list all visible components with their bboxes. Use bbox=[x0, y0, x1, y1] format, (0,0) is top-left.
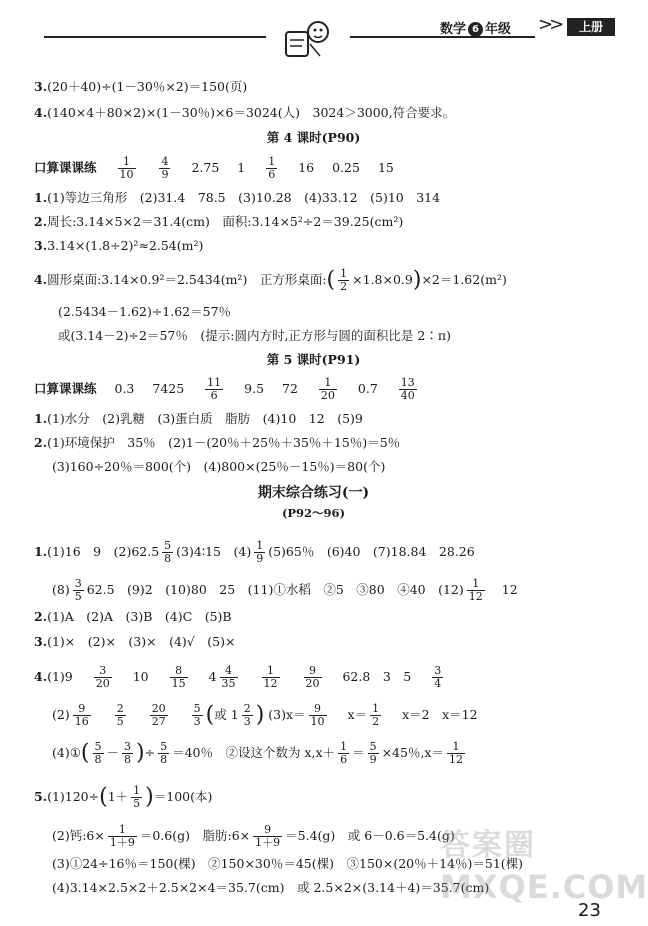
answer-line: 3.3.14×(1.8÷2)²≈2.54(m²) bbox=[34, 238, 204, 253]
header-subject: 数学 6 年级 bbox=[440, 22, 512, 37]
fraction: $\frac{1}{2}$ bbox=[372, 702, 380, 728]
fraction: $\frac{5}{8}$ bbox=[94, 740, 102, 766]
answer-line: (8) $\frac{3}{5}$ 62.5 (9)2 (10)80 25 (11)①水稻 ②5 ③80 ④40 (12) $\frac{1}{12}$ 12 bbox=[52, 577, 518, 603]
answer-line: 4.(140×4＋80×2)×(1－30％)×6＝3024(人) 3024＞3000,符合要求。 bbox=[34, 105, 456, 120]
volume-tag: 上册 bbox=[567, 18, 615, 36]
answer-line: 1.(1)等边三角形 (2)31.4 78.5 (3)10.28 (4)33.12 (5)10 314 bbox=[34, 190, 441, 205]
answer-line: (2.5434－1.62)÷1.62＝57％ bbox=[58, 304, 232, 319]
final-title: 期末综合练习(一) bbox=[257, 485, 370, 501]
answer-line: 2.周长:3.14×5×2＝31.4(cm) 面积:3.14×5²÷2＝39.25(cm²) bbox=[34, 214, 404, 229]
fraction: $\frac{4}{9}$ bbox=[161, 155, 169, 181]
answer-line: 4.(1)9 $\frac{3}{20}$ 10 $\frac{8}{15}$ 4 $\frac{4}{35}$ $\frac{1}{12}$ $\frac{9}{20}$ 62.8 3 5 $\frac{3}{4}$ bbox=[34, 664, 442, 690]
fraction: $\frac{1}{1+9}$ bbox=[109, 823, 135, 849]
fraction: $\frac{5}{9}$ bbox=[369, 740, 377, 766]
fraction: $\frac{3}{5}$ bbox=[74, 577, 82, 603]
fraction: $\frac{1}{5}$ bbox=[133, 784, 141, 810]
answer-line: 3.(1)× (2)× (3)× (4)√ (5)× bbox=[34, 634, 236, 649]
chevron-right-icon: >> bbox=[538, 14, 561, 35]
fraction: $\frac{1}{12}$ bbox=[263, 664, 278, 690]
fraction: $\frac{8}{15}$ bbox=[171, 664, 186, 690]
header-rule-left bbox=[44, 36, 266, 38]
answer-line: 4.圆形桌面:3.14×0.9²＝2.5434(m²) 正方形桌面:( $\frac{1}{2}$ ×1.8×0.9)×2＝1.62(m²) bbox=[34, 267, 507, 293]
fraction: $\frac{2}{5}$ bbox=[116, 702, 124, 728]
fraction: $\frac{1}{6}$ bbox=[268, 155, 276, 181]
answer-line: (3)160÷20％＝800(个) (4)800×(25％－15％)＝80(个) bbox=[52, 459, 386, 474]
answer-line: 2.(1)环境保护 35％ (2)1－(20％＋25％＋35％＋15％)＝5％ bbox=[34, 435, 401, 450]
answer-line: (4)3.14×2.5×2＋2.5×2×4＝35.7(cm) 或 2.5×2×(3.14＋4)＝35.7(cm) bbox=[52, 880, 490, 895]
mascot-icon bbox=[280, 18, 332, 64]
fraction: $\frac{1}{2}$ bbox=[340, 267, 348, 293]
fraction: $\frac{9}{16}$ bbox=[74, 702, 89, 728]
watermark-url: MXQE.COM bbox=[440, 868, 648, 906]
fraction: $\frac{1}{6}$ bbox=[340, 740, 348, 766]
answer-line: 或(3.14－2)÷2＝57％ (提示:圆内方时,正方形与圆的面积比是 2∶π) bbox=[58, 328, 451, 343]
fraction: $\frac{9}{1+9}$ bbox=[255, 823, 281, 849]
fraction: $\frac{9}{10}$ bbox=[310, 702, 325, 728]
fraction: $\frac{5}{3}$ bbox=[193, 702, 201, 728]
section-title: 第 4 课时(P90) bbox=[266, 130, 361, 145]
fraction: $\frac{1}{9}$ bbox=[256, 539, 264, 565]
fraction: $\frac{1}{12}$ bbox=[448, 740, 463, 766]
fraction: $\frac{9}{20}$ bbox=[305, 664, 320, 690]
answer-line: 1.(1)水分 (2)乳糖 (3)蛋白质 脂肪 (4)10 12 (5)9 bbox=[34, 411, 363, 426]
answer-line: (4)①( $\frac{5}{8}$ － $\frac{3}{8}$ )÷ $\frac{5}{8}$ ＝40％ ②设这个数为 x,x＋ $\frac{1}{6}$ ＝ $\frac{5}{9}$ ×45％,x＝ $\frac{1}{12}$ bbox=[52, 740, 463, 766]
kousuan-line: 口算课课练 0.3 7425 $\frac{11}{6}$ 9.5 72 $\frac{1}{20}$ 0.7 $\frac{13}{40}$ bbox=[34, 376, 415, 402]
fraction: $\frac{13}{40}$ bbox=[400, 376, 415, 402]
fraction: $\frac{20}{27}$ bbox=[151, 702, 166, 728]
final-pages: (P92～96) bbox=[281, 506, 346, 520]
fraction: $\frac{2}{3}$ bbox=[243, 702, 251, 728]
answer-line: (3)①24÷16％＝150(棵) ②150×30％＝45(棵) ③150×(20％＋14％)＝51(棵) bbox=[52, 856, 524, 871]
fraction: $\frac{5}{8}$ bbox=[164, 539, 172, 565]
section-title: 第 5 课时(P91) bbox=[266, 352, 361, 367]
answer-line: 5.(1)120÷(1＋ $\frac{1}{5}$ )＝100(本) bbox=[34, 784, 213, 810]
fraction: $\frac{3}{4}$ bbox=[434, 664, 442, 690]
fraction: $\frac{1}{12}$ bbox=[468, 577, 483, 603]
page-number: 23 bbox=[578, 900, 601, 921]
answer-line: 1.(1)16 9 (2)62.5 $\frac{5}{8}$ (3)4∶15 (4) $\frac{1}{9}$ (5)65％ (6)40 (7)18.84 28.26 bbox=[34, 539, 475, 565]
answer-line: (2) $\frac{9}{16}$ $\frac{2}{5}$ $\frac{20}{27}$ $\frac{5}{3}$ (或 1 $\frac{2}{3}$ ) (3)x＝ $\frac{9}{10}$ x＝ $\frac{1}{2}$ x＝2 x＝12 bbox=[52, 702, 478, 728]
fraction: $\frac{5}{8}$ bbox=[160, 740, 168, 766]
fraction: $\frac{11}{6}$ bbox=[207, 376, 222, 402]
fraction: $\frac{1}{10}$ bbox=[119, 155, 134, 181]
fraction: $\frac{4}{35}$ bbox=[221, 664, 236, 690]
fraction: $\frac{3}{20}$ bbox=[95, 664, 110, 690]
answer-line: 2.(1)A (2)A (3)B (4)C (5)B bbox=[34, 609, 232, 624]
fraction: $\frac{3}{8}$ bbox=[124, 740, 132, 766]
grade-badge: 6 bbox=[468, 22, 483, 37]
answer-line: 3.(20＋40)÷(1－30％×2)＝150(页) bbox=[34, 79, 248, 94]
answer-line: (2)钙:6× $\frac{1}{1+9}$ ＝0.6(g) 脂肪:6× $\frac{9}{1+9}$ ＝5.4(g) 或 6－0.6＝5.4(g) bbox=[52, 823, 455, 849]
kousuan-line: 口算课课练 $\frac{1}{10}$ $\frac{4}{9}$ 2.75 1 $\frac{1}{6}$ 16 0.25 15 bbox=[34, 155, 394, 181]
fraction: $\frac{1}{20}$ bbox=[320, 376, 335, 402]
watermark-logo: 答案圈 bbox=[440, 828, 536, 863]
